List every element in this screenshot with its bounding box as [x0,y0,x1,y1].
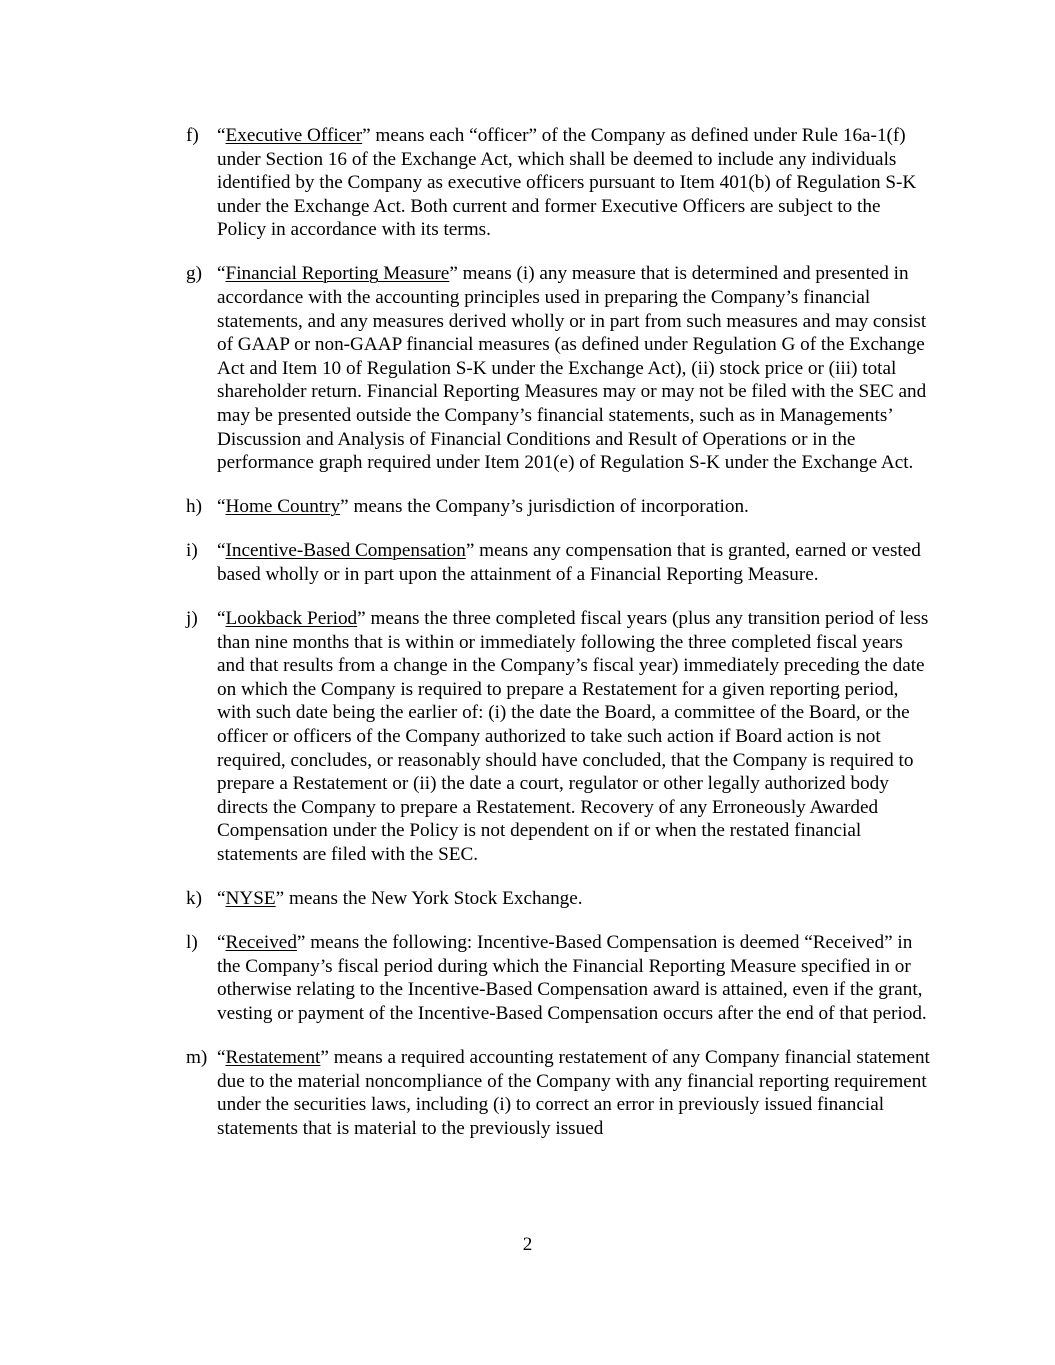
defined-term: Incentive-Based Compensation [225,540,466,562]
defined-term: NYSE [225,888,276,910]
open-quote: “ [217,888,226,910]
definition-label: m) [186,1047,208,1069]
open-quote: “ [217,496,226,518]
open-quote: “ [217,125,226,146]
definition-f [186,124,934,242]
definition-i [186,539,934,586]
definition-label: k) [186,888,202,910]
definition-body [217,931,934,1025]
definition-label: i) [186,540,198,562]
definition-body [217,124,934,242]
definition-k [186,887,934,911]
definition-label: f) [186,125,199,146]
open-quote: “ [217,540,226,562]
definition-text: means a required accounting restatement of any Company financial statement due to the material noncompliance of the Company with any financial reporting requirement under the securities laws, including (i) to correct an error in previously issued financial statements that is material to the previously issued [217,1047,930,1139]
defined-term: Lookback Period [225,608,358,630]
definition-text: means any compensation that is granted, earned or vested based wholly or in part upon the attainment of a Financial Reporting Measure. [217,540,921,585]
defined-term: Executive Officer [225,125,363,146]
definition-text: means the three completed fiscal years (plus any transition period of less than nine months that is within or immediately following the three completed fiscal years and that results from a change in the Company’s fiscal year) immediately preceding the date on which the Company is required to prepare a Restatement for a given reporting period, with such date being the earlier of: (i) the date the Board, a committee of the Board, or the officer or officers of the Company authorized to take such action if Board action is not required, concludes, or reasonably should have concluded, that the Company is required to prepare a Restatement or (ii) the date a court, regulator or other legally authorized body directs the Company to prepare a Restatement. Recovery of any Erroneously Awarded Compensation under the Policy is not dependent on if or when the restated financial statements are filed with the SEC. [217,608,929,866]
defined-term: Financial Reporting Measure [225,263,450,285]
definition-m [186,1046,934,1140]
definition-j [186,607,934,867]
definition-text: means each “officer” of the Company as defined under Rule 16a-1(f) under Section 16 of the Exchange Act, which shall be deemed to include any individuals identified by the Company as executive officers pursuant to Item 401(b) of Regulation S-K under the Exchange Act. Both current and former Executive Officers are subject to the Policy in accordance with its terms. [217,125,917,241]
definition-body [217,262,934,474]
definition-body [217,607,934,867]
definition-text: means the Company’s jurisdiction of incorporation. [348,496,749,518]
definition-g [186,262,934,474]
defined-term: Received [225,932,297,954]
definition-text: means (i) any measure that is determined and presented in accordance with the accounting principles used in preparing the Company’s financial statements, and any measures derived wholly or in part from such measures and may consist of GAAP or non-GAAP financial measures (as defined under Regulation G of the Exchange Act and Item 10 of Regulation S-K under the Exchange Act), (ii) stock price or (iii) total shareholder return. Financial Reporting Measures may or may not be filed with the SEC and may be presented outside the Company’s financial statements, such as in Managements’ Discussion and Analysis of Financial Conditions and Result of Operations or in the performance graph required under Item 201(e) of Regulation S-K under the Exchange Act. [217,263,927,474]
definitions-list [186,124,934,1161]
close-quote: ” [320,1047,329,1069]
close-quote: ” [357,608,366,630]
open-quote: “ [217,608,226,630]
definition-h [186,495,934,519]
definition-body [217,1046,934,1140]
definition-l [186,931,934,1025]
close-quote: ” [465,540,475,562]
open-quote: “ [217,263,226,285]
open-quote: “ [217,1047,226,1069]
page-number: 2 [522,1234,533,1255]
definition-label: l) [186,932,198,954]
definition-label: g) [186,263,202,285]
close-quote: ” [275,888,285,910]
close-quote: ” [340,496,349,518]
defined-term: Home Country [225,496,341,518]
definition-body [217,495,934,519]
close-quote: ” [449,263,458,285]
close-quote: ” [362,125,371,146]
definition-text: means the New York Stock Exchange. [284,888,583,910]
definition-body [217,539,934,586]
defined-term: Restatement [225,1047,321,1069]
definition-body [217,887,934,911]
definition-label: h) [186,496,202,518]
definition-text: means the following: Incentive-Based Compensation is deemed “Received” in the Company’s fiscal period during which the Financial Reporting Measure specified in or otherwise relating to the Incentive-Based Compensation award is attained, even if the grant, vesting or payment of the Incentive-Based Compensation occurs after the end of that period. [217,932,927,1024]
open-quote: “ [217,932,226,954]
definition-label: j) [186,608,198,630]
close-quote: ” [296,932,306,954]
